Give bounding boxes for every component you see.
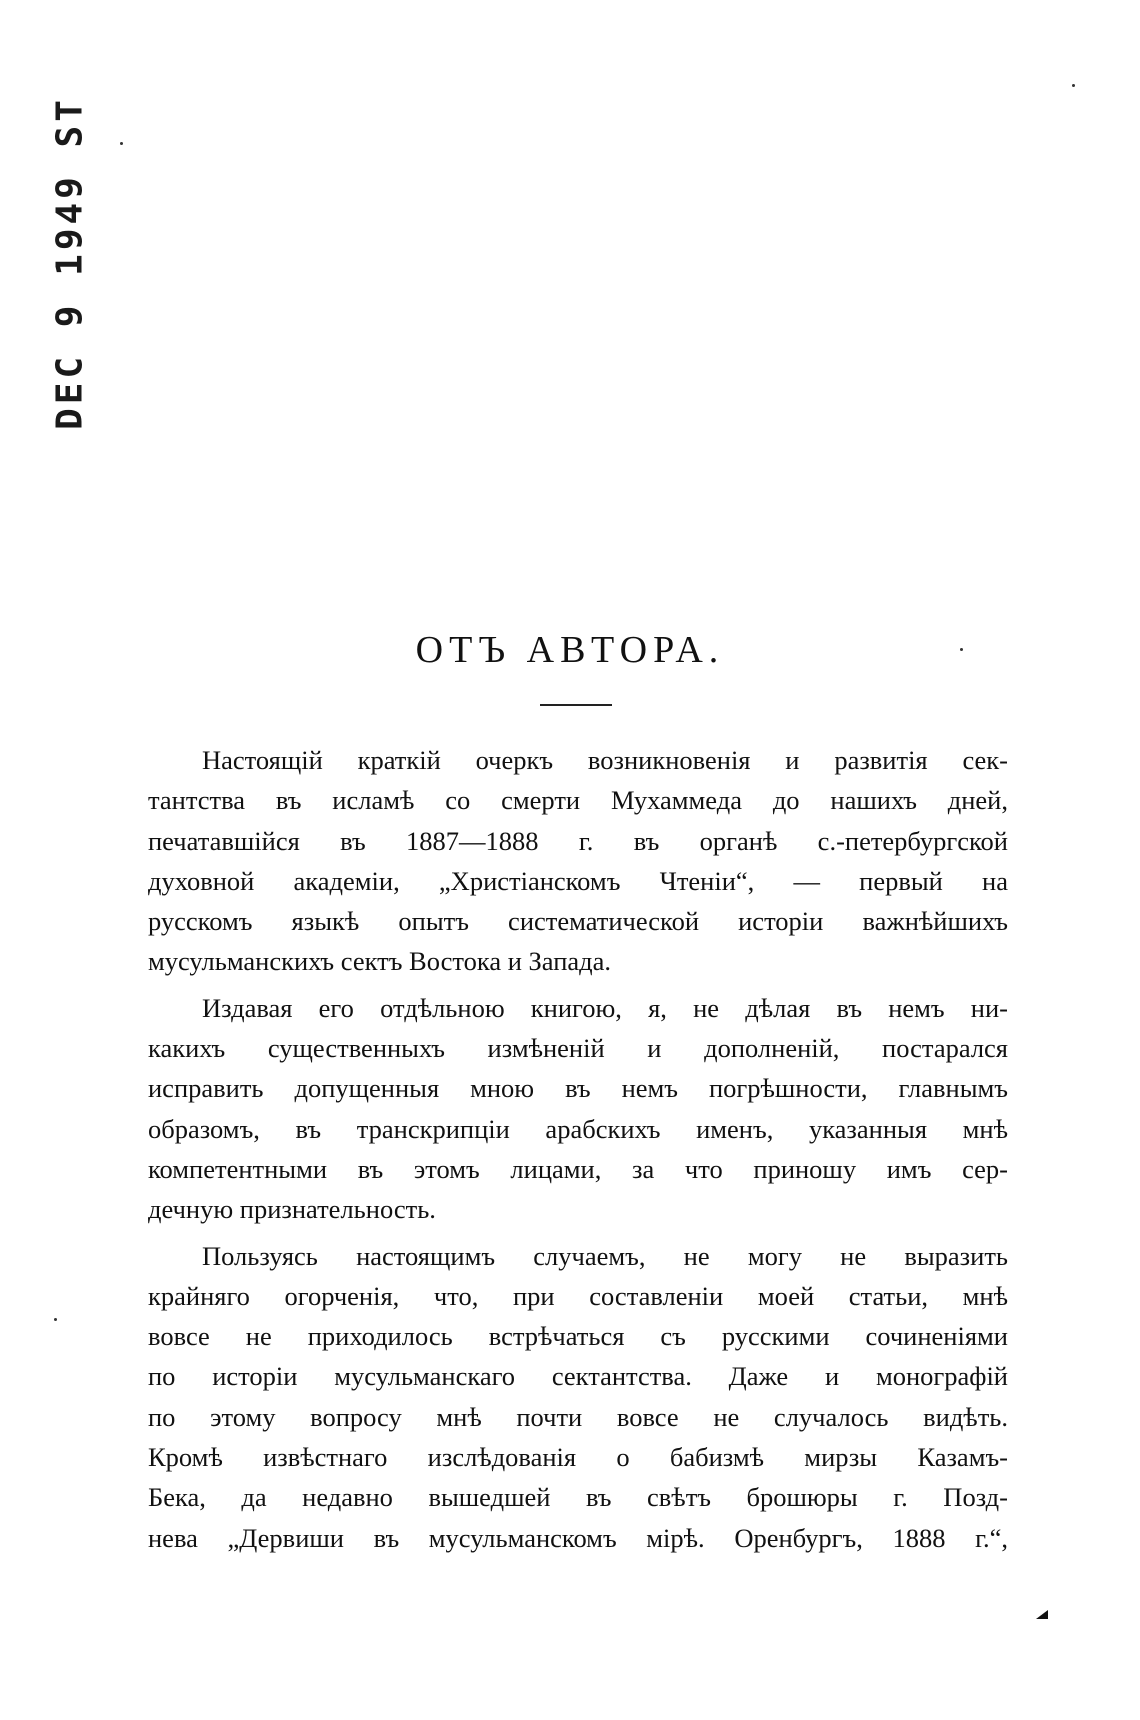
corner-mark-icon [1036, 1610, 1048, 1619]
text-line: дечную признательность. [148, 1194, 436, 1225]
text-line: исправить допущенныя мною въ немъ погрѣшности, главнымъ [148, 1073, 1008, 1104]
text-line: по исторіи мусульманскаго сектантства. Даже и монографій [148, 1361, 1008, 1392]
stamp-text: DEC 9 1949 ST [49, 96, 91, 430]
text-line: Пользуясь настоящимъ случаемъ, не могу не выразить [202, 1240, 1008, 1271]
paragraph-1 [148, 740, 1008, 982]
text-line: образомъ, въ транскрипціи арабскихъ именъ, указанныя мнѣ [148, 1113, 1008, 1144]
text-line: тантства въ исламѣ со смерти Мухаммеда до нашихъ дней, [148, 785, 1008, 816]
print-speck [120, 142, 123, 145]
paragraph-3 [148, 1236, 1008, 1558]
text-line: крайняго огорченія, что, при составленіи моей статьи, мнѣ [148, 1280, 1008, 1311]
text-line: русскомъ языкѣ опытъ систематической исторіи важнѣйшихъ [148, 906, 1008, 937]
body-text [148, 740, 1008, 1564]
print-speck [1072, 84, 1075, 87]
text-line: духовной академіи, „Христіанскомъ Чтеніи“, — первый на [148, 865, 1008, 896]
text-line: Кромѣ извѣстнаго изслѣдованія о бабизмѣ мирзы Казамъ- [148, 1442, 1008, 1473]
text-line: мусульманскихъ сектъ Востока и Запада. [148, 946, 612, 977]
text-line: по этому вопросу мнѣ почти вовсе не случалось видѣть. [148, 1401, 1008, 1432]
title-divider [540, 704, 612, 706]
text-line: какихъ существенныхъ измѣненій и дополненій, постарался [148, 1033, 1008, 1064]
text-line: Бека, да недавно вышедшей въ свѣтъ брошюры г. Позд- [148, 1482, 1008, 1513]
text-line: вовсе не приходилось встрѣчаться съ русскими сочиненіями [148, 1321, 1008, 1352]
text-line: Издавая его отдѣльною книгою, я, не дѣлая въ немъ ни- [202, 992, 1008, 1023]
page-title: ОТЪ АВТОРА. [415, 629, 725, 671]
text-line: компетентными въ этомъ лицами, за что приношу имъ сер- [148, 1153, 1008, 1184]
text-line: Настоящій краткій очеркъ возникновенія и развитія сек- [202, 745, 1008, 775]
text-line: печатавшійся въ 1887—1888 г. въ органѣ с.-петербургской [148, 825, 1008, 856]
library-date-stamp [40, 96, 100, 430]
print-speck [54, 1318, 57, 1321]
text-line: нева „Дервиши въ мусульманскомъ мірѣ. Оренбургъ, 1888 г.“, [148, 1522, 1008, 1553]
print-speck [960, 648, 963, 651]
paragraph-2 [148, 988, 1008, 1230]
